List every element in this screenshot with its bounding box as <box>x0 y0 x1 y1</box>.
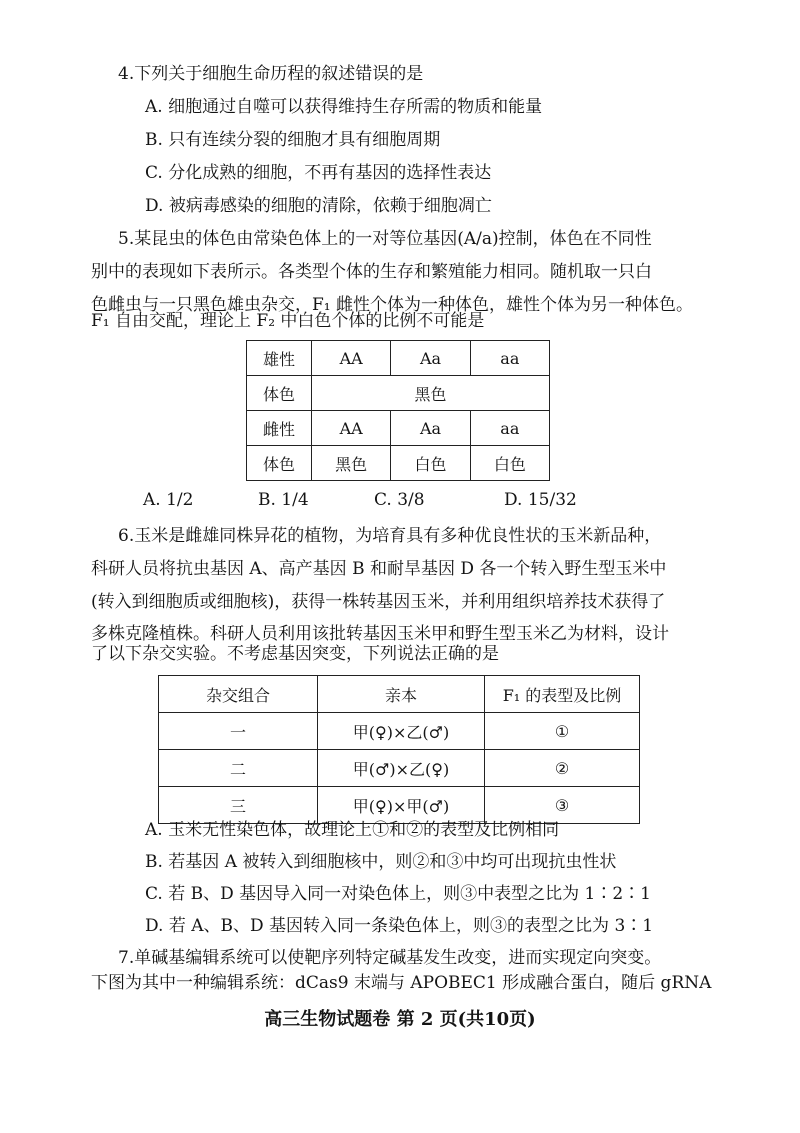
q4-option-c: C. 分化成熟的细胞，不再有基因的选择性表达 <box>145 163 492 183</box>
table-cell: 甲(♀)×甲(♂) <box>318 787 485 824</box>
q6-line-3: (转入到细胞质或细胞核)，获得一株转基因玉米，并利用组织培养技术获得了 <box>91 592 666 612</box>
table-cell: AA <box>312 341 391 376</box>
table-cell: 雄性 <box>247 341 312 376</box>
q5-line-4: F₁ 自由交配，理论上 F₂ 中白色个体的比例不可能是 <box>91 311 485 331</box>
q5-answer-options <box>143 490 613 514</box>
table-cell: 甲(♂)×乙(♀) <box>318 750 485 787</box>
q6-line-5: 了以下杂交实验。不考虑基因突变，下列说法正确的是 <box>91 644 499 664</box>
q5-line-1: 5.某昆虫的体色由常染色体上的一对等位基因(A/a)控制，体色在不同性 <box>118 229 652 249</box>
q7-line-1: 7.单碱基编辑系统可以使靶序列特定碱基发生改变，进而实现定向突变。 <box>118 948 662 968</box>
table-cell: 黑色 <box>312 446 391 481</box>
q5-answer-c: C. 3/8 <box>374 490 425 510</box>
q5-line-3: 色雌虫与一只黑色雄虫杂交，F₁ 雌性个体为一种体色，雄性个体为另一种体色。 <box>91 295 694 315</box>
table-row <box>159 750 640 787</box>
table-header: 杂交组合 <box>159 676 318 713</box>
page-footer: 高三生物试题卷 第 2 页(共10页) <box>264 1009 536 1030</box>
q5-answer-a: A. 1/2 <box>143 490 194 510</box>
q5-answer-d: D. 15/32 <box>504 490 577 510</box>
q6-line-4: 多株克隆植株。科研人员利用该批转基因玉米甲和野生型玉米乙为材料，设计 <box>91 624 669 644</box>
table-row <box>247 411 550 446</box>
table-cell: 白色 <box>391 446 470 481</box>
q6-option-d: D. 若 A、B、D 基因转入同一条染色体上，则③的表型之比为 3∶1 <box>145 916 654 936</box>
table-row <box>247 341 550 376</box>
q4-option-a: A. 细胞通过自噬可以获得维持生存所需的物质和能量 <box>145 97 543 117</box>
table-cell: ② <box>485 750 640 787</box>
table-cell: 白色 <box>470 446 549 481</box>
table-cell: Aa <box>391 341 470 376</box>
q6-option-c: C. 若 B、D 基因导入同一对染色体上，则③中表型之比为 1∶2∶1 <box>145 884 651 904</box>
table-cell: aa <box>470 341 549 376</box>
table-header: 亲本 <box>318 676 485 713</box>
q4-option-b: B. 只有连续分裂的细胞才具有细胞周期 <box>145 130 441 150</box>
q4-option-d: D. 被病毒感染的细胞的清除，依赖于细胞凋亡 <box>145 196 492 216</box>
table-header: F₁ 的表型及比例 <box>485 676 640 713</box>
table-cell: ① <box>485 713 640 750</box>
table-cell: 三 <box>159 787 318 824</box>
table-row <box>247 446 550 481</box>
q6-option-a: A. 玉米无性染色体，故理论上①和②的表型及比例相同 <box>145 820 560 840</box>
table-cell: ③ <box>485 787 640 824</box>
q5-phenotype-table <box>246 340 550 481</box>
q6-line-2: 科研人员将抗虫基因 A、高产基因 B 和耐旱基因 D 各一个转入野生型玉米中 <box>91 559 667 579</box>
table-cell: 体色 <box>247 446 312 481</box>
table-cell: 黑色 <box>312 376 550 411</box>
table-row <box>247 376 550 411</box>
q6-line-1: 6.玉米是雌雄同株异花的植物，为培育具有多种优良性状的玉米新品种， <box>118 526 662 546</box>
table-cell: 二 <box>159 750 318 787</box>
table-cell: 甲(♀)×乙(♂) <box>318 713 485 750</box>
q6-option-b: B. 若基因 A 被转入到细胞核中，则②和③中均可出现抗虫性状 <box>145 852 617 872</box>
table-cell: aa <box>470 411 549 446</box>
table-header-row <box>159 676 640 713</box>
q5-line-2: 别中的表现如下表所示。各类型个体的生存和繁殖能力相同。随机取一只白 <box>91 262 652 282</box>
table-row <box>159 713 640 750</box>
table-cell: 体色 <box>247 376 312 411</box>
table-cell: AA <box>312 411 391 446</box>
q6-cross-table <box>158 675 640 824</box>
table-cell: Aa <box>391 411 470 446</box>
q7-line-2: 下图为其中一种编辑系统：dCas9 末端与 APOBEC1 形成融合蛋白，随后 gRNA <box>91 973 712 993</box>
q5-answer-b: B. 1/4 <box>258 490 309 510</box>
table-cell: 雌性 <box>247 411 312 446</box>
table-cell: 一 <box>159 713 318 750</box>
q4-stem: 4.下列关于细胞生命历程的叙述错误的是 <box>118 64 424 84</box>
